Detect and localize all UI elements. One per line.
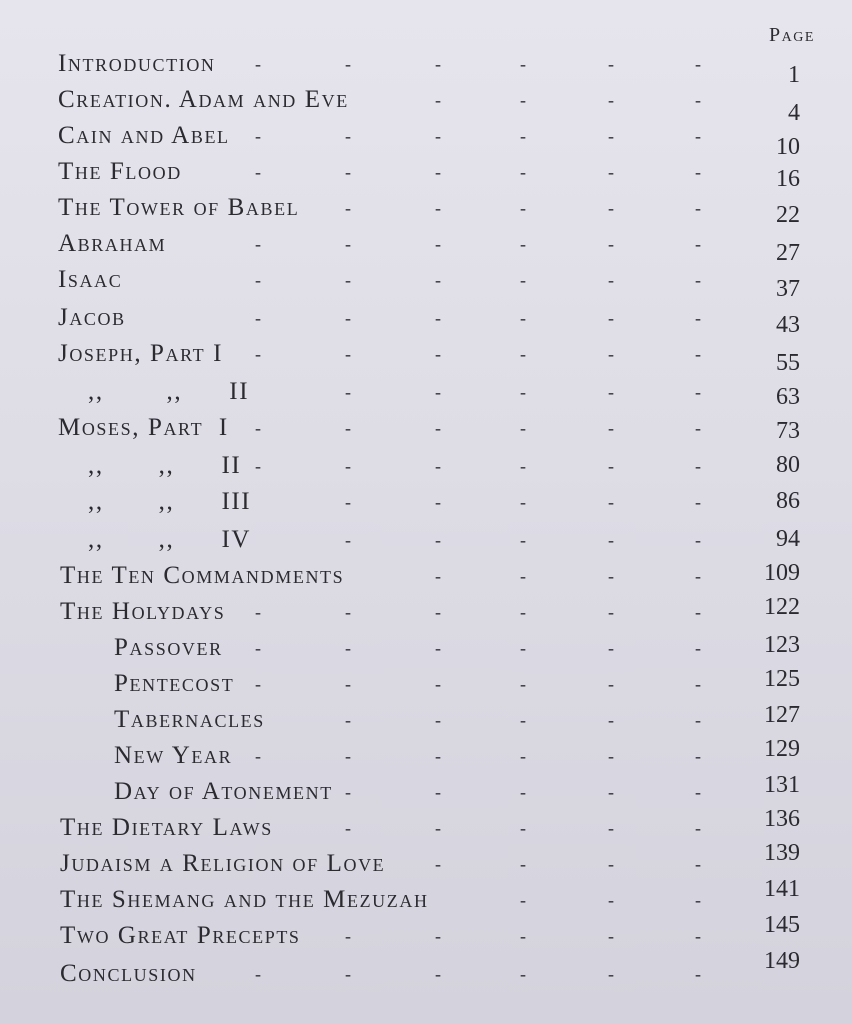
toc-entry-title: Day of Atonement [114, 778, 333, 805]
toc-entry [0, 340, 852, 376]
toc-entry-page: 1 [788, 62, 800, 88]
toc-entry-title: Moses, Part I [58, 414, 229, 441]
leader-dot: - [435, 418, 441, 438]
leader-dot: - [608, 456, 614, 476]
toc-entry-title: Joseph, Part I [58, 340, 224, 367]
leader-dot: - [695, 746, 701, 766]
leader-dot: - [520, 674, 526, 694]
toc-entry [0, 912, 852, 950]
leader-dot: - [695, 710, 701, 730]
toc-entry-page: 123 [764, 632, 800, 658]
toc-entry-page: 129 [764, 736, 800, 762]
toc-entry-title: The Tower of Babel [58, 194, 300, 221]
leader-dot: - [608, 382, 614, 402]
leader-dot: - [520, 964, 526, 984]
leader-dot: - [345, 198, 351, 218]
leader-dot: - [520, 308, 526, 328]
leader-dot: - [608, 54, 614, 74]
leader-dot: - [255, 270, 261, 290]
leader-dot: - [520, 746, 526, 766]
toc-entry [0, 594, 852, 626]
leader-dot: - [255, 602, 261, 622]
toc-entry-page: 122 [764, 594, 800, 620]
toc-entry-page: 86 [776, 488, 800, 514]
leader-dot: - [608, 818, 614, 838]
leader-dot: - [435, 90, 441, 110]
leader-dot: - [520, 710, 526, 730]
toc-entry [0, 414, 852, 442]
leader-dot: - [695, 90, 701, 110]
leader-dot: - [695, 964, 701, 984]
toc-entry-page: 10 [776, 134, 800, 160]
leader-dot: - [608, 530, 614, 550]
toc-entry [0, 840, 852, 878]
toc-entry-page: 55 [776, 350, 800, 376]
leader-dot: - [608, 198, 614, 218]
leader-dot: - [435, 854, 441, 874]
leader-dot: - [255, 162, 261, 182]
leader-dot: - [520, 782, 526, 802]
toc-entry [0, 948, 852, 988]
toc-entry-title: Tabernacles [114, 706, 265, 733]
leader-dot: - [345, 782, 351, 802]
leader-dot: - [345, 418, 351, 438]
toc-entry-title: New Year [114, 742, 233, 769]
toc-entry-title: Conclusion [60, 960, 197, 987]
leader-dot: - [345, 162, 351, 182]
leader-dot: - [345, 456, 351, 476]
leader-dot: - [435, 344, 441, 364]
leader-dot: - [520, 90, 526, 110]
leader-dot: - [695, 418, 701, 438]
leader-dot: - [520, 926, 526, 946]
toc-entry-page: 16 [776, 166, 800, 192]
leader-dot: - [695, 530, 701, 550]
leader-dot: - [520, 602, 526, 622]
leader-dot: - [345, 344, 351, 364]
leader-dot: - [608, 926, 614, 946]
leader-dot: - [255, 126, 261, 146]
toc-entry-title: Two Great Precepts [60, 922, 301, 949]
leader-dot: - [255, 456, 261, 476]
leader-dot: - [695, 566, 701, 586]
leader-dot: - [520, 270, 526, 290]
leader-dot: - [345, 746, 351, 766]
toc-entry [0, 230, 852, 266]
leader-dot: - [608, 418, 614, 438]
leader-dot: - [435, 566, 441, 586]
leader-dot: - [435, 602, 441, 622]
leader-dot: - [695, 456, 701, 476]
toc-entry [0, 50, 852, 88]
leader-dot: - [345, 270, 351, 290]
leader-dot: - [695, 926, 701, 946]
leader-dot: - [695, 492, 701, 512]
leader-dot: - [345, 234, 351, 254]
leader-dot: - [695, 890, 701, 910]
leader-dot: - [345, 54, 351, 74]
toc-entry [0, 86, 852, 126]
toc-entry-page: 63 [776, 384, 800, 410]
leader-dot: - [435, 456, 441, 476]
leader-dot: - [435, 198, 441, 218]
leader-dot: - [608, 308, 614, 328]
toc-entry [0, 562, 852, 590]
toc-entry [0, 266, 852, 302]
toc-entry-title: The Holydays [60, 598, 226, 625]
toc-entry [0, 736, 852, 770]
toc-entry-page: 131 [764, 772, 800, 798]
toc-entry-title: Creation. Adam and Eve [58, 86, 349, 113]
toc-entry-page: 43 [776, 312, 800, 338]
leader-dot: - [695, 382, 701, 402]
leader-dot: - [435, 782, 441, 802]
leader-dot: - [435, 638, 441, 658]
leader-dot: - [345, 530, 351, 550]
toc-entry-title: ,, ,, II [88, 452, 242, 479]
leader-dot: - [695, 270, 701, 290]
leader-dot: - [695, 126, 701, 146]
leader-dot: - [520, 418, 526, 438]
toc-entry-page: 37 [776, 276, 800, 302]
leader-dot: - [520, 854, 526, 874]
leader-dot: - [695, 162, 701, 182]
leader-dot: - [435, 126, 441, 146]
leader-dot: - [345, 638, 351, 658]
toc-entry [0, 806, 852, 842]
leader-dot: - [608, 90, 614, 110]
leader-dot: - [520, 492, 526, 512]
toc-entry-title: The Dietary Laws [60, 814, 273, 841]
toc-entry [0, 876, 852, 914]
leader-dot: - [255, 674, 261, 694]
leader-dot: - [608, 964, 614, 984]
leader-dot: - [608, 890, 614, 910]
toc-entry-title: Judaism a Religion of Love [60, 850, 386, 877]
leader-dot: - [435, 710, 441, 730]
toc-entry-title: Abraham [58, 230, 167, 257]
leader-dot: - [255, 308, 261, 328]
leader-dot: - [255, 418, 261, 438]
leader-dot: - [435, 54, 441, 74]
leader-dot: - [695, 234, 701, 254]
leader-dot: - [608, 746, 614, 766]
leader-dot: - [435, 964, 441, 984]
leader-dot: - [345, 710, 351, 730]
toc-entry-page: 127 [764, 702, 800, 728]
leader-dot: - [520, 198, 526, 218]
leader-dot: - [520, 456, 526, 476]
leader-dot: - [520, 890, 526, 910]
leader-dot: - [255, 344, 261, 364]
toc-entry-page: 145 [764, 912, 800, 938]
toc-entry-title: Pentecost [114, 670, 235, 697]
leader-dot: - [520, 638, 526, 658]
leader-dot: - [608, 344, 614, 364]
toc-entry [0, 772, 852, 806]
toc-entry-page: 109 [764, 560, 800, 586]
leader-dot: - [695, 782, 701, 802]
leader-dot: - [255, 638, 261, 658]
leader-dot: - [608, 270, 614, 290]
toc-entry-page: 141 [764, 876, 800, 902]
toc-entry [0, 452, 852, 480]
toc-entry-title: ,, ,, III [88, 488, 252, 515]
page-column-label: Page [769, 24, 815, 46]
leader-dot: - [345, 492, 351, 512]
toc-entry-page: 139 [764, 840, 800, 866]
leader-dot: - [435, 492, 441, 512]
leader-dot: - [608, 602, 614, 622]
leader-dot: - [608, 854, 614, 874]
toc-entry [0, 702, 852, 734]
leader-dot: - [608, 638, 614, 658]
leader-dot: - [345, 308, 351, 328]
leader-dot: - [520, 344, 526, 364]
leader-dot: - [345, 926, 351, 946]
leader-dot: - [695, 818, 701, 838]
leader-dot: - [608, 234, 614, 254]
toc-entry-page: 80 [776, 452, 800, 478]
toc-entry-page: 125 [764, 666, 800, 692]
toc-entry-title: Passover [114, 634, 223, 661]
leader-dot: - [345, 126, 351, 146]
toc-entry [0, 158, 852, 192]
leader-dot: - [695, 638, 701, 658]
leader-dot: - [695, 198, 701, 218]
leader-dot: - [608, 782, 614, 802]
toc-entry-page: 94 [776, 526, 800, 552]
toc-entry-title: ,, ,, IV [88, 526, 252, 553]
leader-dot: - [520, 54, 526, 74]
toc-entry-title: Jacob [58, 304, 126, 331]
toc-entry-page: 27 [776, 240, 800, 266]
leader-dot: - [255, 54, 261, 74]
toc-entry-title: The Shemang and the Mezuzah [60, 886, 429, 913]
leader-dot: - [435, 926, 441, 946]
leader-dot: - [695, 308, 701, 328]
leader-dot: - [435, 746, 441, 766]
toc-entry [0, 526, 852, 554]
toc-entry [0, 634, 852, 662]
leader-dot: - [695, 54, 701, 74]
leader-dot: - [435, 818, 441, 838]
leader-dot: - [608, 492, 614, 512]
toc-entry-page: 4 [788, 100, 800, 126]
leader-dot: - [520, 566, 526, 586]
leader-dot: - [695, 602, 701, 622]
toc-entry-title: Isaac [58, 266, 123, 293]
leader-dot: - [255, 964, 261, 984]
leader-dot: - [345, 602, 351, 622]
toc-entry-title: The Ten Commandments [60, 562, 345, 589]
toc-entry-title: ,, ,, II [88, 378, 250, 405]
toc-entry-title: Introduction [58, 50, 216, 77]
leader-dot: - [435, 530, 441, 550]
leader-dot: - [345, 818, 351, 838]
leader-dot: - [520, 382, 526, 402]
leader-dot: - [608, 710, 614, 730]
leader-dot: - [435, 270, 441, 290]
leader-dot: - [608, 162, 614, 182]
leader-dot: - [435, 382, 441, 402]
toc-entry-page: 73 [776, 418, 800, 444]
leader-dot: - [520, 126, 526, 146]
toc-entry-page: 136 [764, 806, 800, 832]
leader-dot: - [608, 126, 614, 146]
toc-entry [0, 122, 852, 160]
leader-dot: - [695, 344, 701, 364]
leader-dot: - [520, 234, 526, 254]
toc-entry [0, 378, 852, 410]
leader-dot: - [345, 674, 351, 694]
leader-dot: - [255, 234, 261, 254]
leader-dot: - [608, 674, 614, 694]
leader-dot: - [520, 818, 526, 838]
leader-dot: - [435, 308, 441, 328]
toc-entry [0, 194, 852, 228]
leader-dot: - [435, 162, 441, 182]
toc-entry [0, 666, 852, 698]
leader-dot: - [520, 530, 526, 550]
leader-dot: - [345, 382, 351, 402]
leader-dot: - [435, 674, 441, 694]
leader-dot: - [435, 234, 441, 254]
toc-entry [0, 488, 852, 516]
leader-dot: - [520, 162, 526, 182]
leader-dot: - [695, 854, 701, 874]
toc-entry [0, 304, 852, 338]
toc-entry-title: The Flood [58, 158, 182, 185]
leader-dot: - [608, 566, 614, 586]
leader-dot: - [255, 746, 261, 766]
toc-entry-page: 149 [764, 948, 800, 974]
leader-dot: - [695, 674, 701, 694]
toc-entry-title: Cain and Abel [58, 122, 230, 149]
leader-dot: - [345, 964, 351, 984]
toc-entry-page: 22 [776, 202, 800, 228]
